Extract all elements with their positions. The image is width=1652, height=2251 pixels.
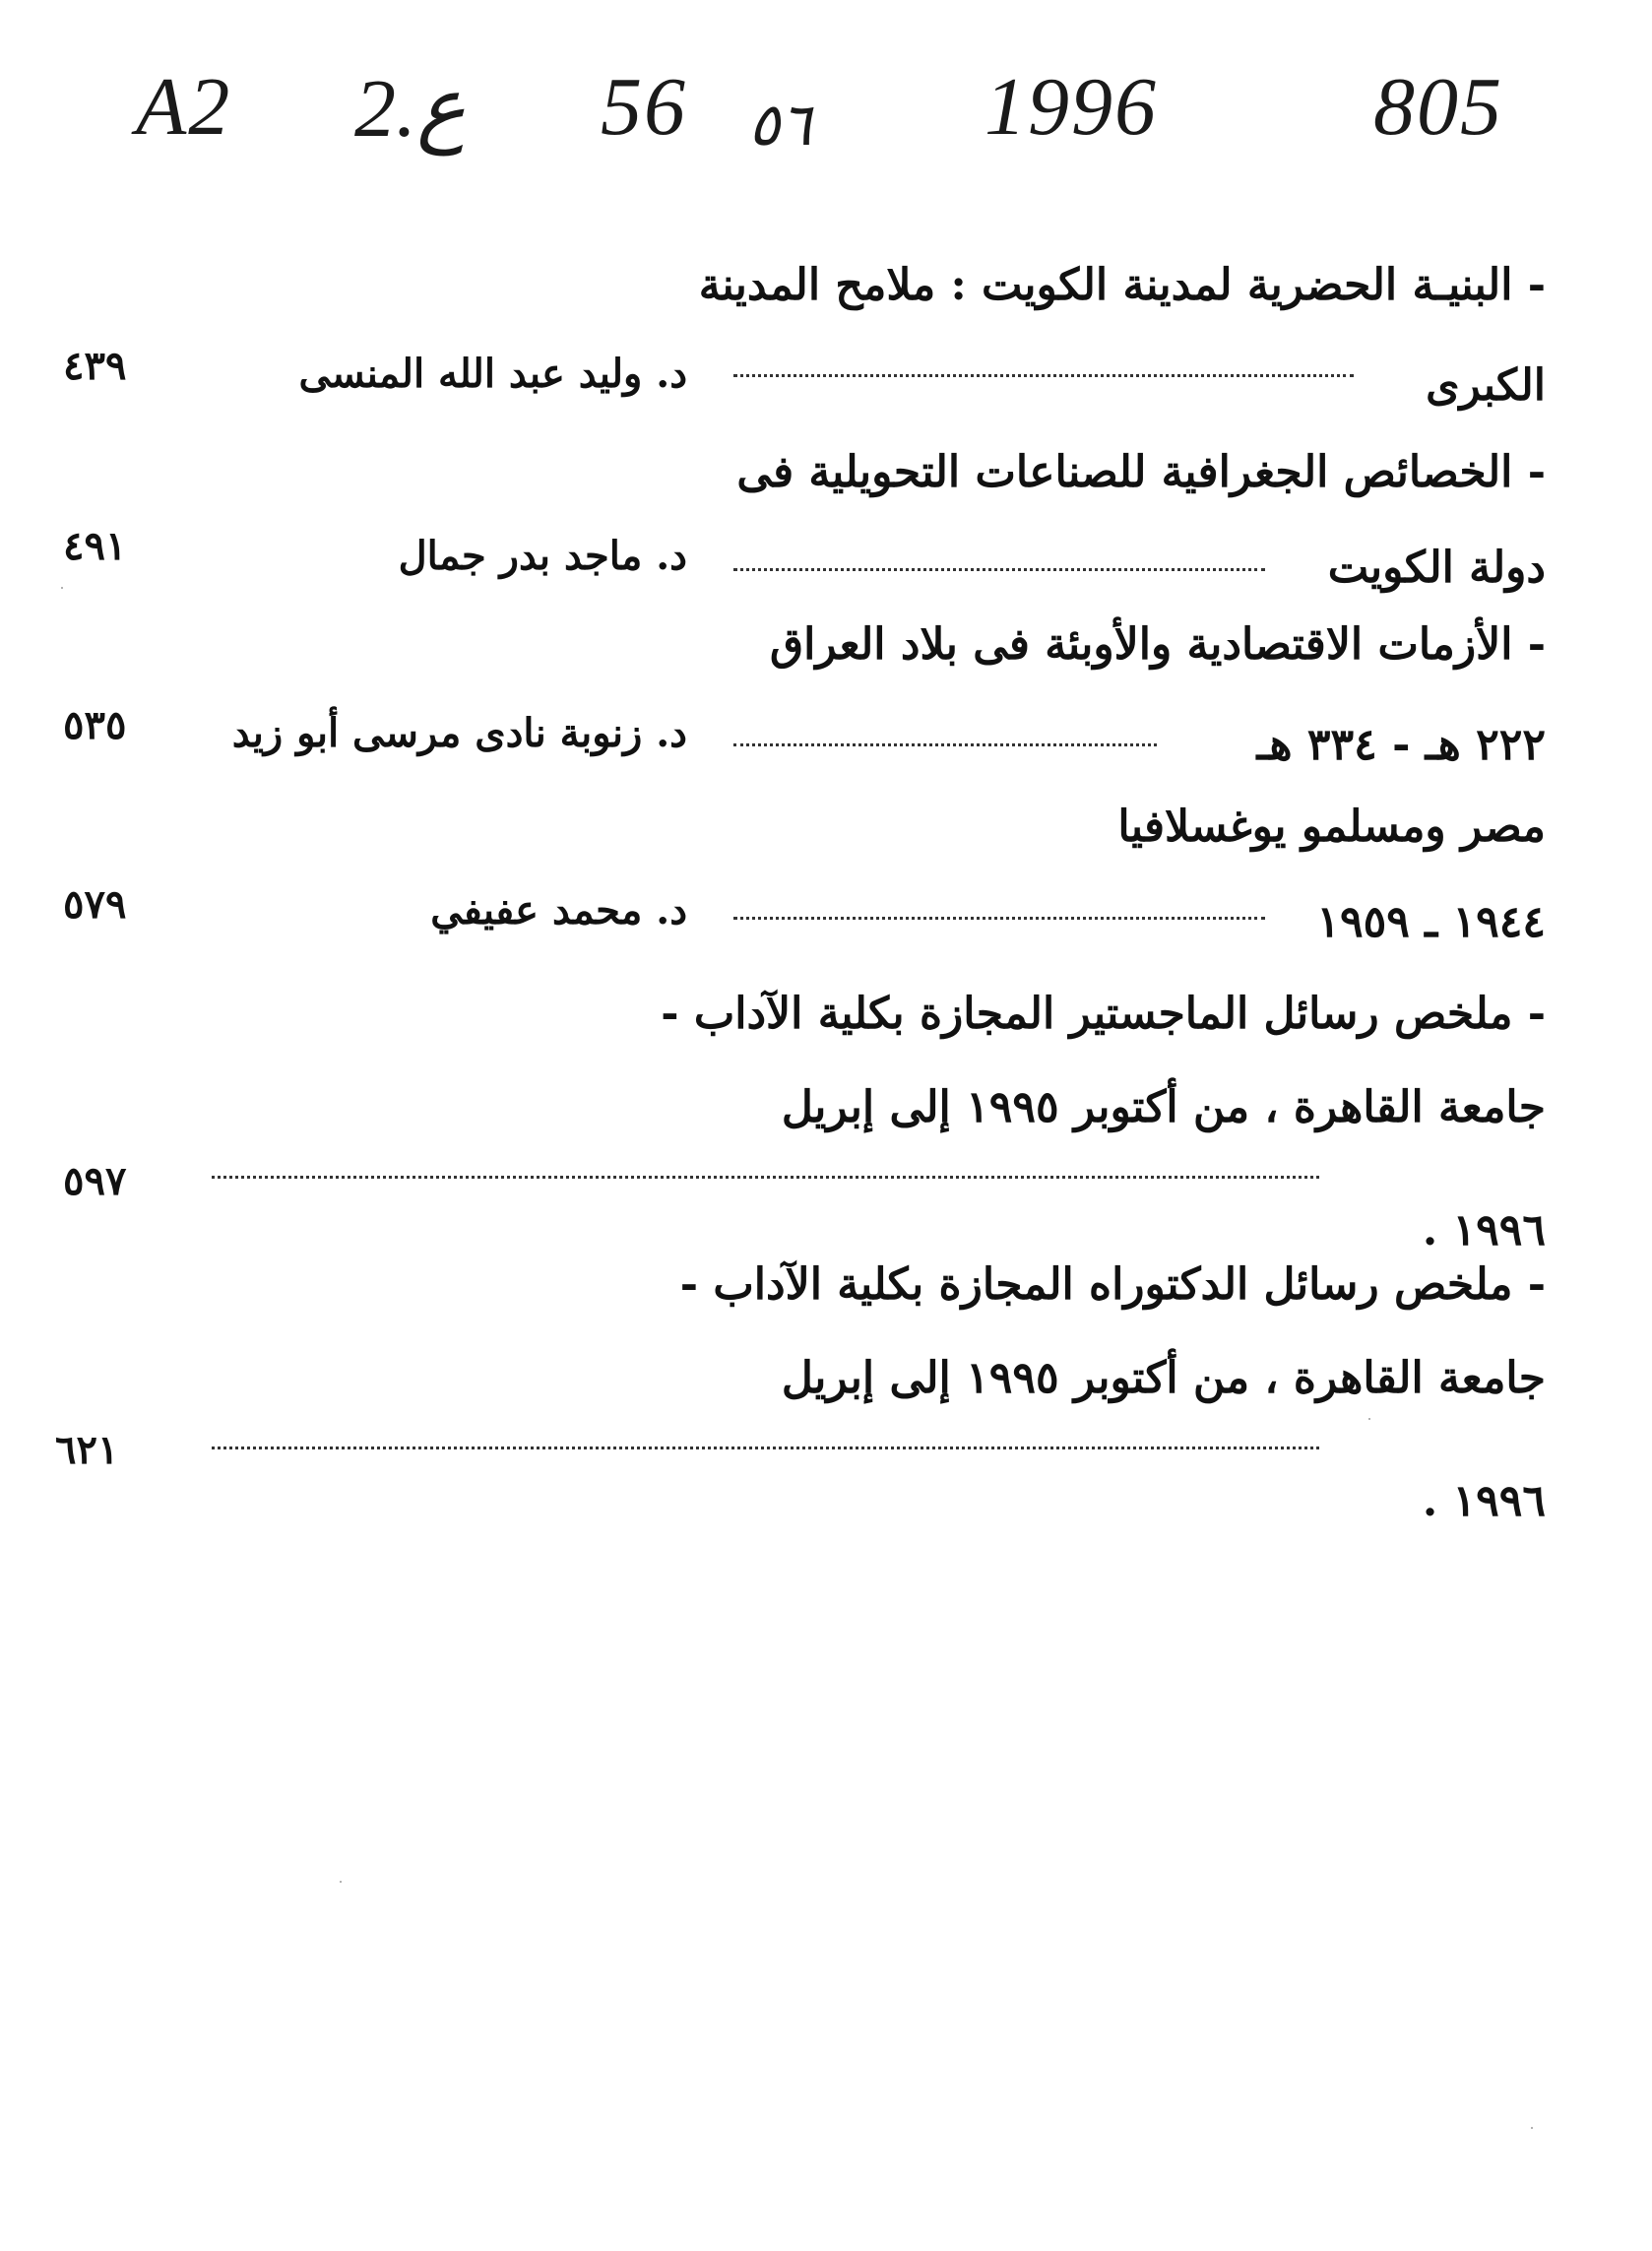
entry-2-line-1 (0, 433, 1652, 512)
scan-speck (1531, 2127, 1533, 2129)
entry-5-line-2 (0, 1068, 1652, 1147)
entry-1-page: ٤٣٩ (63, 343, 127, 389)
entry-2-leader (733, 568, 1265, 571)
entry-3-author: د. زنوبة نادى مرسى أبو زيد (231, 710, 687, 756)
entry-1-line-2 (0, 335, 1652, 414)
entry-3-leader (733, 743, 1157, 746)
entry-5-line-1 (0, 975, 1652, 1054)
handwritten-year: 1996 (985, 61, 1158, 153)
entry-4-title: مصر ومسلمو يوغسلافيا (1117, 802, 1546, 852)
scan-speck (1368, 1418, 1370, 1420)
entry-4-author: د. محمد عفيفي (430, 887, 687, 933)
entry-3-line-2 (0, 694, 1652, 773)
entry-4-page: ٥٧٩ (63, 881, 127, 928)
handwritten-ref-1: 2.ع (354, 63, 467, 155)
entry-1-author: د. وليد عبد الله المنسى (298, 351, 687, 397)
entry-2-line-2 (0, 517, 1652, 596)
entry-4-line-1 (0, 788, 1652, 867)
entry-5-title: - ملخص رسائل الماجستير المجازة بكلية الآداب - (661, 989, 1546, 1039)
scan-speck (340, 1881, 342, 1883)
entry-3-page: ٥٣٥ (63, 702, 127, 748)
entry-1-leader (733, 374, 1354, 377)
entry-3-line-1 (0, 606, 1652, 684)
entry-2-title: - الخصائص الجغرافية للصناعات التحويلية فى (736, 447, 1546, 497)
handwritten-number: 805 (1373, 61, 1503, 153)
entry-1-title-cont: الكبرى (1426, 360, 1546, 411)
entry-2-author: د. ماجد بدر جمال (398, 533, 687, 579)
entry-6-line-2 (0, 1339, 1652, 1418)
entry-6-title-end: ١٩٩٦ . (1422, 1476, 1546, 1526)
entry-2-page: ٤٩١ (63, 523, 127, 569)
entry-5-leader (212, 1176, 1319, 1179)
entry-5-title-end: ١٩٩٦ . (1422, 1205, 1546, 1255)
entry-1-title: - البنيـة الحضرية لمدينة الكويت : ملامح المدينة (698, 260, 1546, 310)
entry-1-line-1 (0, 246, 1652, 325)
entry-6-line-1 (0, 1246, 1652, 1324)
entry-6-line-3 (0, 1413, 1652, 1526)
handwritten-code: A2 (136, 61, 232, 153)
entry-4-leader (733, 917, 1265, 920)
entry-4-line-2 (0, 871, 1652, 950)
handwritten-ref-2: 56 (601, 61, 687, 153)
entry-5-line-3 (0, 1142, 1652, 1255)
entry-6-leader (212, 1447, 1319, 1449)
entry-6-title: - ملخص رسائل الدكتوراه المجازة بكلية الآداب - (679, 1259, 1546, 1310)
scan-speck (61, 587, 63, 589)
handwritten-ref-3: ٥٦ (748, 93, 812, 158)
entry-2-title-cont: دولة الكويت (1327, 543, 1546, 593)
entry-5-page: ٥٩٧ (63, 1158, 127, 1204)
entry-6-page: ٦٢١ (55, 1427, 119, 1473)
entry-5-title-cont: جامعة القاهرة ، من أكتوبر ١٩٩٥ إلى إبريل (781, 1082, 1546, 1132)
entry-4-title-cont: ١٩٤٤ ـ ١٩٥٩ (1316, 897, 1546, 947)
entry-3-title-cont: ٢٢٢ هـ - ٣٣٤ هـ (1256, 720, 1546, 770)
entry-6-title-cont: جامعة القاهرة ، من أكتوبر ١٩٩٥ إلى إبريل (781, 1353, 1546, 1403)
entry-3-title: - الأزمات الاقتصادية والأوبئة فى بلاد العراق (770, 619, 1546, 670)
